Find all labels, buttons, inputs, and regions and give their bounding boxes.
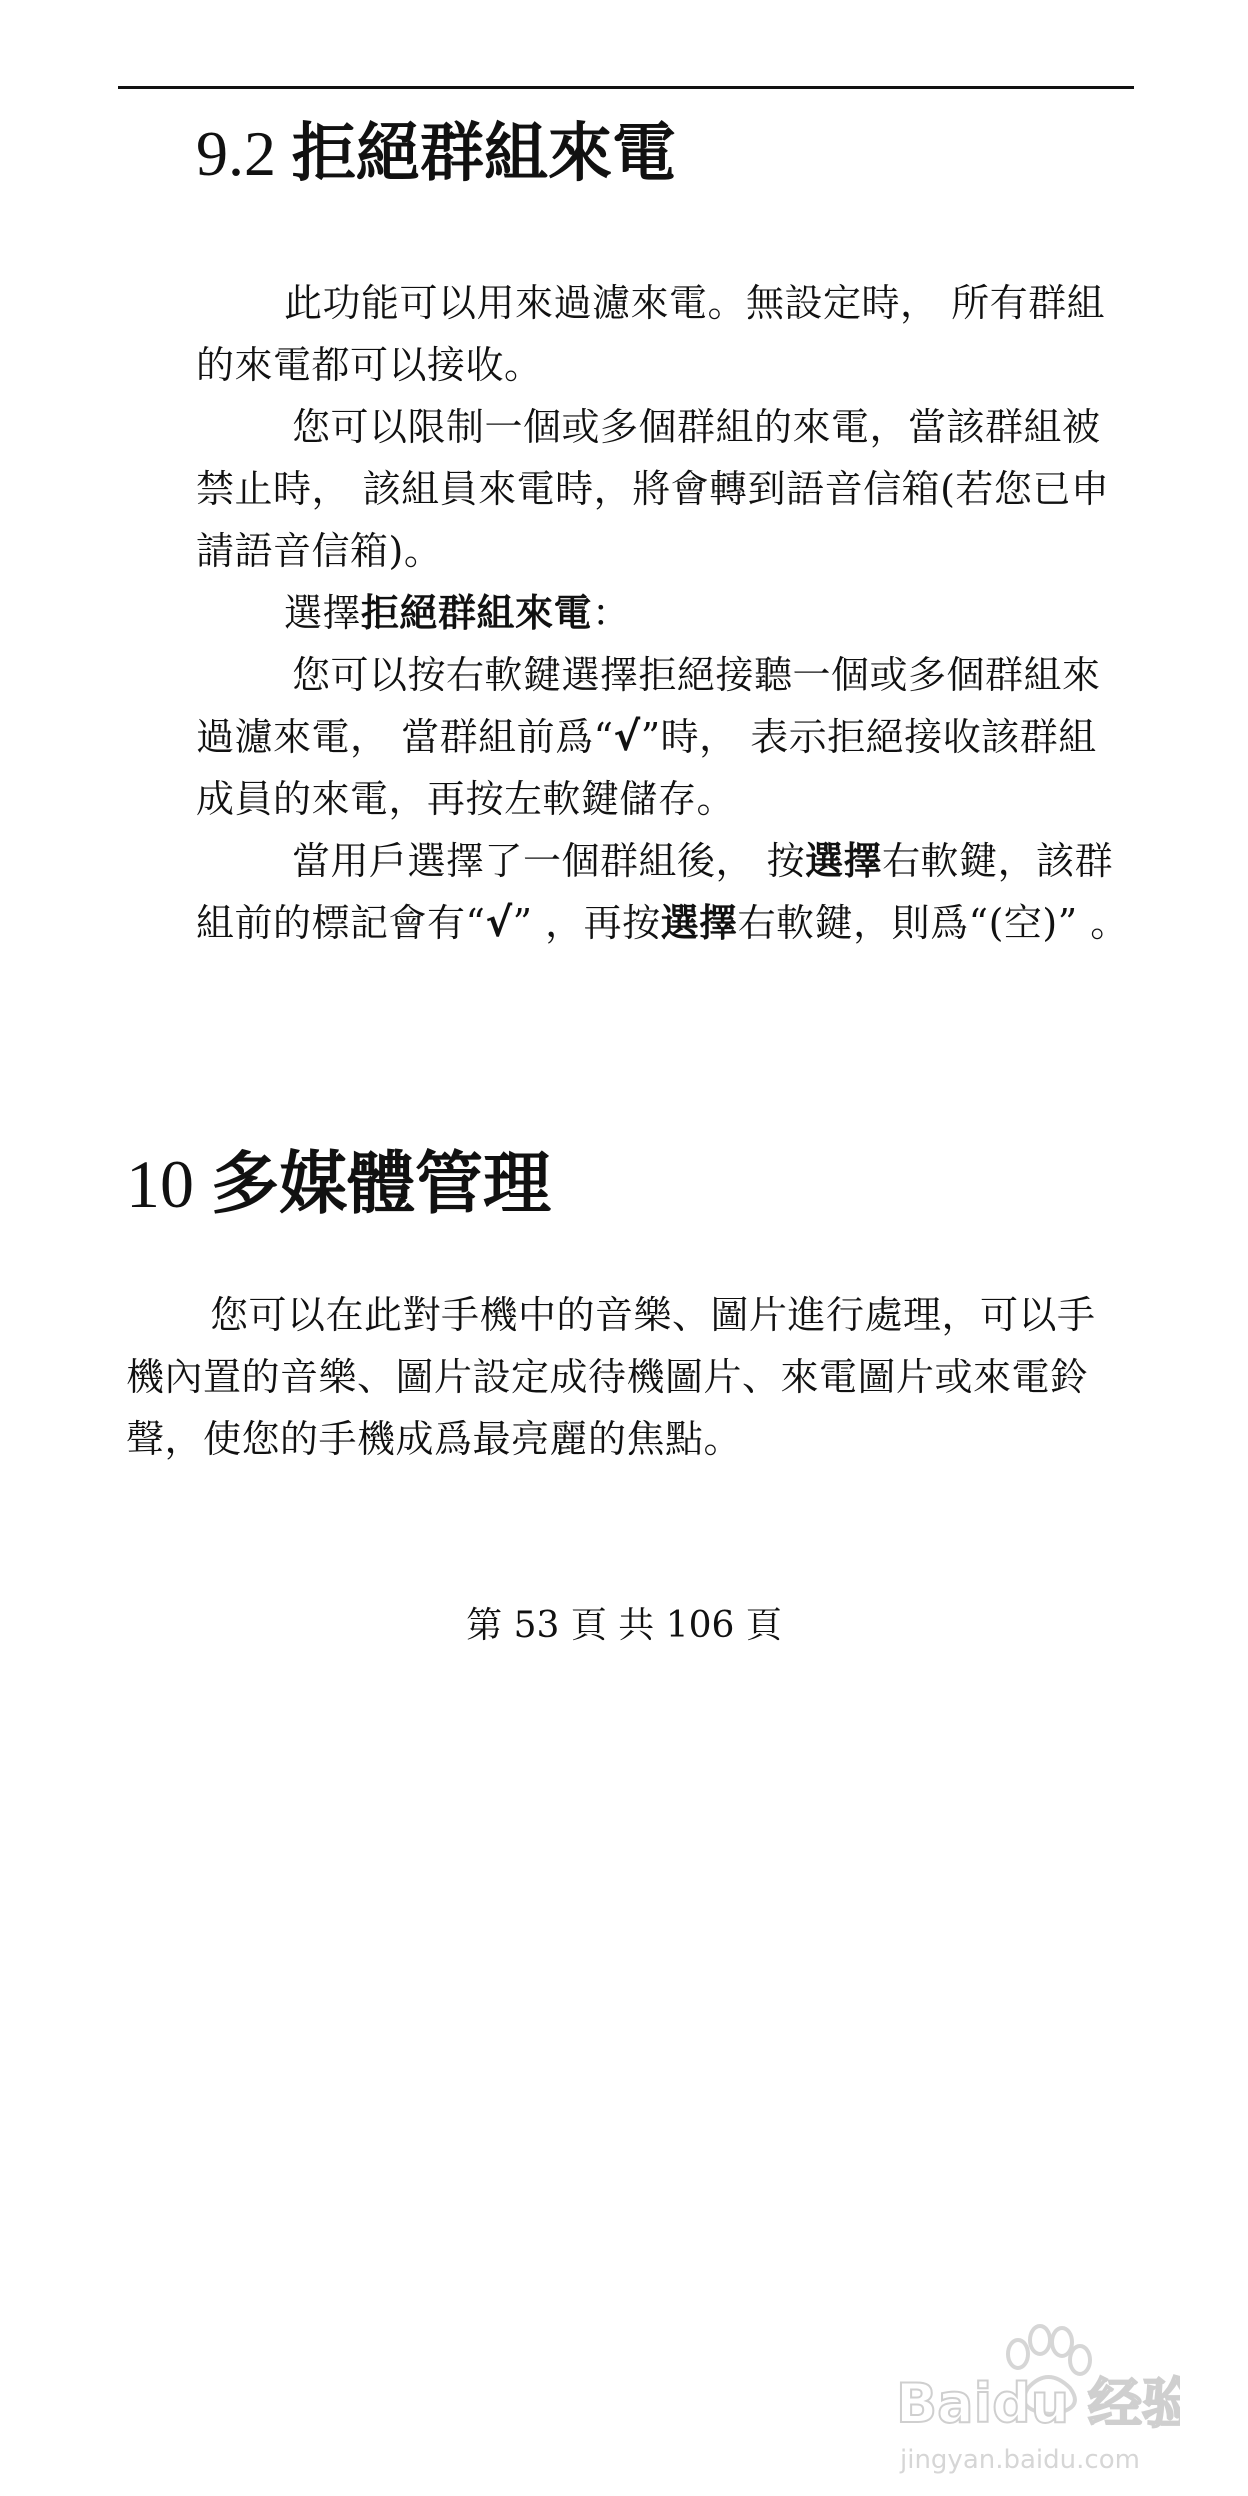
- select-menu-name: 拒絕群組來電: [361, 590, 593, 635]
- section-title-text: 拒絕群組來電: [292, 116, 676, 191]
- select-key-label-1: 選擇: [805, 838, 883, 883]
- top-rule: [118, 86, 1134, 89]
- checkmark-glyph: √: [613, 714, 641, 760]
- watermark: [890, 2310, 1180, 2480]
- section-title-text: 多媒體管理: [211, 1144, 552, 1224]
- paragraph-intro: 此功能可以用來過濾來電。無設定時， 所有群組的來電都可以接收。: [196, 281, 1106, 387]
- user-select-text-a: 當用戶選擇了一個群組後， 按: [292, 839, 806, 883]
- select-suffix: ：: [592, 591, 631, 635]
- section-heading-10: [126, 1144, 552, 1224]
- paragraph-select: [196, 582, 1130, 644]
- select-prefix: 選擇: [284, 591, 362, 635]
- paragraph-reject-instructions: [196, 644, 1130, 830]
- baidu-paw-icon: [890, 2310, 1180, 2480]
- user-select-text-b: 右軟鍵，該群組前的標記會有“: [196, 839, 1114, 945]
- user-select-text-c: ” ，再按: [512, 901, 661, 945]
- checkmark-glyph: √: [485, 900, 513, 946]
- select-key-label-2: 選擇: [660, 900, 738, 945]
- watermark-url: jingyan.baidu.com: [900, 2445, 1140, 2475]
- paragraph-user-select: [196, 830, 1130, 954]
- paragraph-multimedia: 您可以在此對手機中的音樂、圖片進行處理，可以手機內置的音樂、圖片設定成待機圖片、來電圖片或來電鈴聲，使您的手機成爲最亮麗的焦點。: [126, 1293, 1096, 1461]
- section-number: 9.2: [196, 118, 292, 189]
- watermark-brand: Baidu 经验: [896, 2372, 1180, 2435]
- page-number: 第 53 頁 共 106 頁: [466, 1605, 782, 1646]
- section-number: 10: [126, 1146, 211, 1222]
- paragraph-restrict: 您可以限制一個或多個群組的來電，當該群組被禁止時， 該組員來電時，將會轉到語音信箱(若您已申請語音信箱)。: [196, 405, 1110, 573]
- reject-text-b: ”時， 表示拒絕接收該群組成員的來電，再按左軟鍵儲存。: [196, 715, 1097, 821]
- section-heading-9-2: [196, 116, 676, 191]
- reject-text-a: 您可以按右軟鍵選擇拒絕接聽一個或多個群組來過濾來電， 當群組前爲“: [196, 653, 1101, 759]
- user-select-text-d: 右軟鍵，則爲“(空)” 。: [737, 901, 1129, 945]
